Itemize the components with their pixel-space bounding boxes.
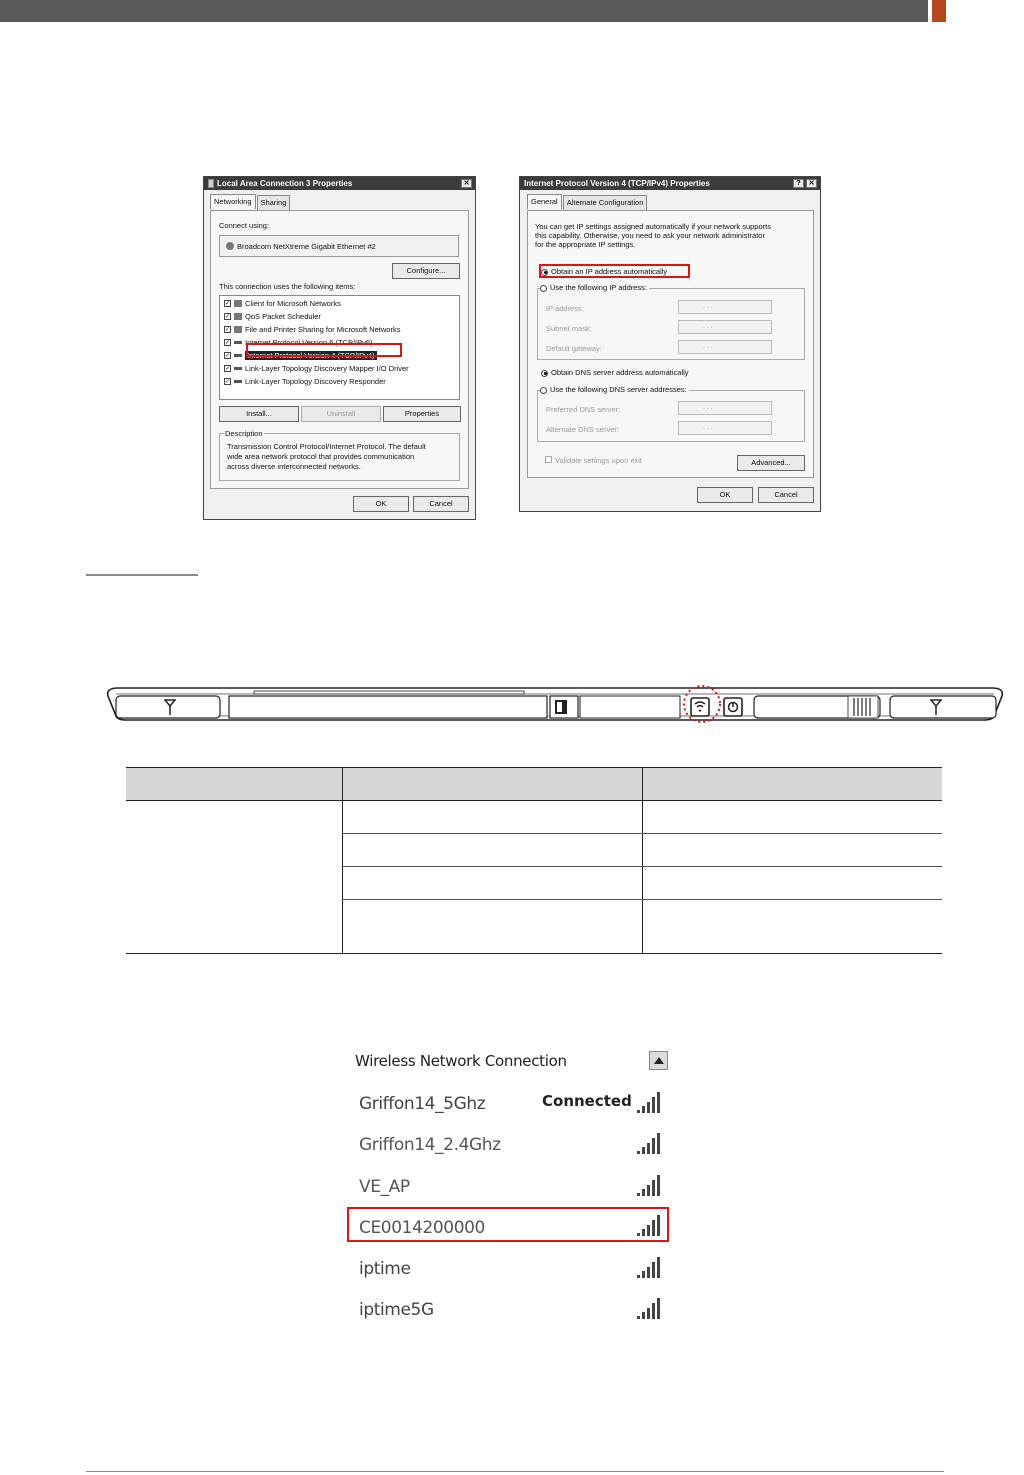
table-col-divider bbox=[342, 768, 343, 954]
adapter-name: Broadcom NetXtreme Gigabit Ethernet #2 bbox=[237, 241, 376, 251]
use-ip-radio[interactable]: Use the following IP address: bbox=[540, 283, 649, 292]
checkbox[interactable]: ✓ bbox=[225, 327, 231, 333]
static-ip-group bbox=[537, 283, 805, 360]
lan-dialog-titlebar bbox=[204, 177, 475, 190]
list-item[interactable]: ✓ File and Printer Sharing for Microsoft Networks bbox=[225, 325, 401, 334]
cancel-button[interactable]: Cancel bbox=[413, 496, 469, 512]
properties-button[interactable]: Properties bbox=[383, 406, 461, 422]
table-col-divider bbox=[642, 768, 643, 954]
intro-line: this capability. Otherwise, you need to ask your network administrator bbox=[535, 231, 765, 240]
description-line: across diverse interconnected networks. bbox=[227, 462, 361, 471]
close-button[interactable]: ✕ bbox=[806, 179, 817, 188]
items-label: This connection uses the following items: bbox=[219, 282, 356, 291]
intro-line: You can get IP settings assigned automatically if your network supports bbox=[535, 222, 771, 231]
description-line: Transmission Control Protocol/Internet Protocol. The default bbox=[227, 442, 426, 451]
help-button[interactable]: ? bbox=[793, 179, 804, 188]
default-gateway-field[interactable]: . . . bbox=[678, 340, 772, 354]
configure-button[interactable]: Configure... bbox=[392, 263, 460, 279]
default-gateway-label: Default gateway: bbox=[546, 344, 602, 353]
signal-strength-icon bbox=[635, 1173, 667, 1197]
table-row-divider bbox=[342, 866, 942, 867]
page-header-bar bbox=[0, 0, 928, 22]
ipv4-dialog-titlebar bbox=[520, 177, 820, 190]
description-label: Description bbox=[225, 429, 263, 438]
signal-strength-icon bbox=[635, 1296, 667, 1320]
signal-strength-icon bbox=[635, 1255, 667, 1279]
ip-address-field[interactable]: . . . bbox=[678, 300, 772, 314]
general-panel bbox=[527, 210, 814, 478]
checkbox[interactable]: ✓ bbox=[225, 379, 231, 385]
adapter-icon bbox=[226, 242, 234, 250]
wifi-network-item[interactable]: VE_AP bbox=[359, 1177, 410, 1197]
validate-checkbox[interactable]: Validate settings upon exit bbox=[545, 456, 642, 465]
signal-strength-icon bbox=[635, 1213, 667, 1237]
wifi-network-item[interactable]: iptime bbox=[359, 1259, 411, 1279]
advanced-button[interactable]: Advanced... bbox=[737, 455, 805, 471]
protocol-icon bbox=[234, 380, 242, 383]
network-adapter-icon bbox=[208, 179, 214, 188]
service-icon bbox=[234, 313, 242, 320]
ipv4-highlight-box bbox=[246, 343, 402, 357]
description-group bbox=[219, 429, 460, 481]
checkbox[interactable]: ✓ bbox=[225, 301, 231, 307]
list-item[interactable]: ✓ Link-Layer Topology Discovery Responder bbox=[225, 377, 386, 386]
alternate-dns-label: Alternate DNS server: bbox=[546, 425, 619, 434]
protocol-icon bbox=[234, 341, 242, 344]
lan-dialog-title: Local Area Connection 3 Properties bbox=[217, 179, 353, 188]
static-dns-group bbox=[537, 385, 805, 442]
table-bottom-rule bbox=[126, 953, 942, 954]
left-antenna-icon bbox=[164, 698, 176, 716]
connect-using-label: Connect using: bbox=[219, 221, 270, 230]
protocol-icon bbox=[234, 367, 242, 370]
cancel-button[interactable]: Cancel bbox=[758, 487, 814, 503]
scroll-up-button[interactable] bbox=[649, 1051, 668, 1070]
subnet-mask-field[interactable]: . . . bbox=[678, 320, 772, 334]
obtain-dns-radio[interactable]: Obtain DNS server address automatically bbox=[541, 368, 689, 377]
power-button-icon[interactable] bbox=[727, 701, 739, 713]
ipv4-dialog-title: Internet Protocol Version 4 (TCP/IPv4) Properties bbox=[524, 179, 710, 188]
tab-networking[interactable]: Networking bbox=[210, 194, 256, 209]
wifi-network-item[interactable]: Griffon14_2.4Ghz bbox=[359, 1135, 501, 1155]
wifi-button-highlight-circle bbox=[682, 682, 722, 726]
client-icon bbox=[234, 300, 242, 307]
tab-sharing[interactable]: Sharing bbox=[257, 195, 291, 210]
list-item[interactable]: ✓ QoS Packet Scheduler bbox=[225, 312, 321, 321]
obtain-ip-highlight-box bbox=[539, 264, 690, 278]
table-header-row bbox=[126, 768, 942, 800]
ok-button[interactable]: OK bbox=[697, 487, 753, 503]
wifi-list-title: Wireless Network Connection bbox=[355, 1052, 567, 1070]
wifi-network-item-selected[interactable]: CE0014200000 bbox=[359, 1218, 485, 1238]
list-item[interactable]: ✓ Internet Protocol Version 6 (TCP/IPv6) bbox=[225, 338, 373, 347]
page-header-accent bbox=[932, 0, 946, 22]
ipv4-properties-dialog bbox=[519, 176, 821, 512]
table-header-rule bbox=[126, 800, 942, 801]
checkbox[interactable]: ✓ bbox=[225, 314, 231, 320]
right-antenna-icon bbox=[930, 698, 942, 716]
alternate-dns-field[interactable]: . . . bbox=[678, 421, 772, 435]
close-button[interactable]: ✕ bbox=[461, 179, 472, 188]
networking-panel bbox=[210, 210, 469, 489]
tab-general[interactable]: General bbox=[527, 194, 562, 209]
install-button[interactable]: Install... bbox=[219, 406, 299, 422]
list-item-ipv4-selected[interactable]: ✓ Internet Protocol Version 4 (TCP/IPv4) bbox=[225, 351, 375, 360]
list-item[interactable]: ✓ Client for Microsoft Networks bbox=[225, 299, 341, 308]
signal-strength-icon bbox=[635, 1131, 667, 1155]
uninstall-button[interactable]: Uninstall bbox=[301, 406, 381, 422]
checkbox[interactable] bbox=[545, 456, 552, 463]
preferred-dns-field[interactable]: . . . bbox=[678, 401, 772, 415]
ip-address-label: IP address: bbox=[546, 304, 584, 313]
checkbox[interactable]: ✓ bbox=[225, 340, 231, 346]
checkbox[interactable]: ✓ bbox=[225, 366, 231, 372]
wifi-network-item[interactable]: iptime5G bbox=[359, 1300, 434, 1320]
checkbox[interactable]: ✓ bbox=[225, 353, 231, 359]
description-line: wide area network protocol that provides communication bbox=[227, 452, 415, 461]
use-dns-radio[interactable]: Use the following DNS server addresses: bbox=[540, 385, 689, 394]
list-item[interactable]: ✓ Link-Layer Topology Discovery Mapper I/O Driver bbox=[225, 364, 409, 373]
signal-strength-icon bbox=[635, 1090, 667, 1114]
preferred-dns-label: Preferred DNS server: bbox=[546, 405, 621, 414]
obtain-ip-radio[interactable]: Obtain an IP address automatically bbox=[541, 267, 667, 276]
selected-network-highlight-box bbox=[347, 1207, 669, 1242]
table-row-divider bbox=[342, 833, 942, 834]
wifi-network-item[interactable]: Griffon14_5Ghz bbox=[359, 1094, 486, 1114]
subnet-mask-label: Subnet mask: bbox=[546, 324, 592, 333]
intro-line: for the appropriate IP settings. bbox=[535, 240, 636, 249]
adapter-field bbox=[219, 235, 459, 257]
device-top-view bbox=[104, 686, 1006, 722]
radio[interactable] bbox=[540, 387, 547, 394]
lan-properties-dialog bbox=[203, 176, 476, 520]
vent-grille-icon bbox=[852, 698, 876, 716]
table-row-divider bbox=[342, 899, 942, 900]
radio-selected[interactable] bbox=[541, 370, 548, 377]
tab-alternate-configuration[interactable]: Alternate Configuration bbox=[563, 195, 648, 210]
section-divider bbox=[86, 574, 198, 576]
connected-status-label: Connected bbox=[542, 1092, 632, 1110]
service-icon bbox=[234, 326, 242, 333]
radio[interactable] bbox=[540, 285, 547, 292]
page-footer-rule bbox=[86, 1471, 944, 1472]
protocol-icon bbox=[234, 354, 242, 357]
table-top-rule bbox=[126, 767, 942, 768]
ok-button[interactable]: OK bbox=[353, 496, 409, 512]
